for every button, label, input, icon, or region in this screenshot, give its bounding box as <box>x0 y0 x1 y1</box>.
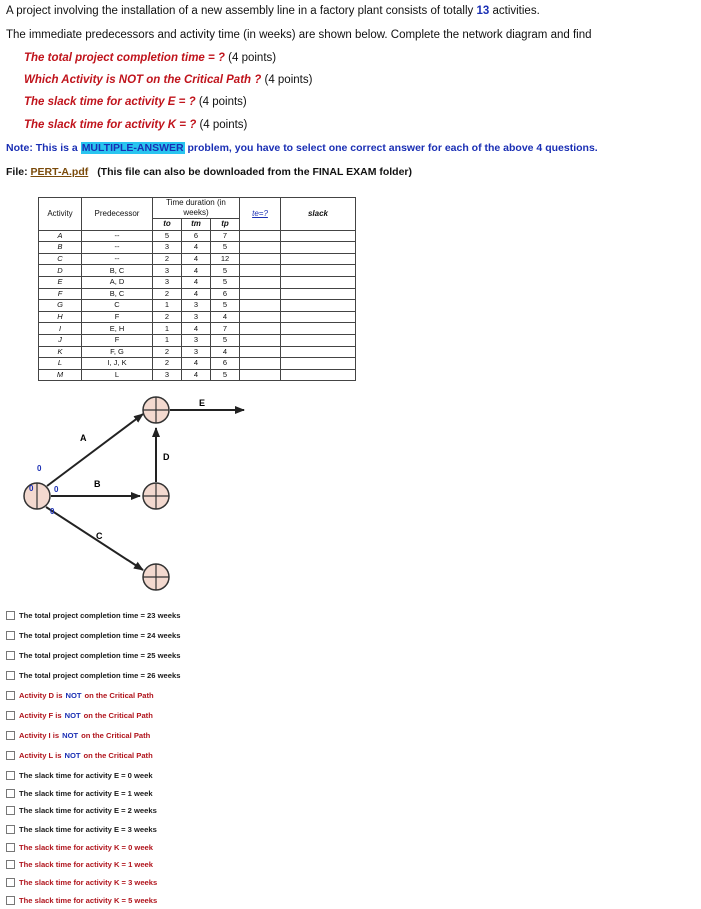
file-desc: (This file can also be downloaded from the FINAL EXAM folder) <box>97 166 413 178</box>
to-cell: 2 <box>153 346 182 358</box>
te-cell[interactable] <box>240 242 281 254</box>
answer-option[interactable] <box>6 843 153 852</box>
tp-cell: 5 <box>211 265 240 277</box>
tp-cell: 6 <box>211 288 240 300</box>
header-te: te=? <box>240 198 281 231</box>
note-line <box>6 142 598 154</box>
answer-option[interactable] <box>6 771 153 780</box>
question-2 <box>24 74 312 86</box>
table-row <box>39 323 356 335</box>
table-row <box>39 369 356 381</box>
intro-text-end: activities. <box>492 5 540 17</box>
to-cell: 1 <box>153 334 182 346</box>
answer-option[interactable] <box>6 751 153 760</box>
tp-cell: 4 <box>211 346 240 358</box>
checkbox[interactable] <box>6 611 15 620</box>
te-cell[interactable] <box>240 276 281 288</box>
table-row <box>39 358 356 370</box>
predecessor-cell: B, C <box>82 288 153 300</box>
tp-cell: 12 <box>211 253 240 265</box>
option-label: The slack time for activity E = 2 weeks <box>19 806 157 815</box>
answer-option[interactable] <box>6 731 150 740</box>
tp-cell: 5 <box>211 242 240 254</box>
to-cell: 2 <box>153 253 182 265</box>
file-line <box>6 166 412 178</box>
to-cell: 3 <box>153 265 182 277</box>
answer-option[interactable] <box>6 651 180 660</box>
header-slack: slack <box>281 198 356 231</box>
header-duration: Time duration (in weeks) <box>153 198 240 219</box>
option-label-pre: Activity F is <box>19 711 62 720</box>
activity-cell: C <box>39 253 82 265</box>
slack-cell[interactable] <box>281 288 356 300</box>
tm-cell: 4 <box>182 323 211 335</box>
file-label: File: <box>6 166 28 178</box>
slack-cell[interactable] <box>281 369 356 381</box>
checkbox[interactable] <box>6 651 15 660</box>
te-cell[interactable] <box>240 334 281 346</box>
slack-cell[interactable] <box>281 311 356 323</box>
start-zero: 0 <box>37 464 42 473</box>
activity-cell: E <box>39 276 82 288</box>
slack-cell[interactable] <box>281 276 356 288</box>
te-cell[interactable] <box>240 323 281 335</box>
tm-cell: 4 <box>182 358 211 370</box>
te-cell[interactable] <box>240 346 281 358</box>
activity-cell: M <box>39 369 82 381</box>
option-label-post: on the Critical Path <box>83 711 153 720</box>
file-link[interactable]: PERT-A.pdf <box>30 166 89 178</box>
checkbox[interactable] <box>6 860 15 869</box>
option-label: The slack time for activity E = 1 week <box>19 789 153 798</box>
intro-text: A project involving the installation of a new assembly line in a factory plant consists of totally <box>6 5 474 17</box>
predecessor-cell: -- <box>82 253 153 265</box>
question-3-points: (4 points) <box>198 96 247 108</box>
option-label-pre: Activity L is <box>19 751 62 760</box>
option-label-pre: Activity I is <box>19 731 60 740</box>
te-cell[interactable] <box>240 311 281 323</box>
activity-cell: B <box>39 242 82 254</box>
te-cell[interactable] <box>240 369 281 381</box>
checkbox[interactable] <box>6 843 15 852</box>
c-zero: 0 <box>50 507 55 516</box>
activity-cell: G <box>39 300 82 312</box>
tp-cell: 7 <box>211 230 240 242</box>
predecessor-cell: E, H <box>82 323 153 335</box>
tm-cell: 6 <box>182 230 211 242</box>
option-label-not: NOT <box>64 751 81 760</box>
te-cell[interactable] <box>240 358 281 370</box>
predecessor-cell: -- <box>82 230 153 242</box>
tm-cell: 3 <box>182 346 211 358</box>
option-label-not: NOT <box>62 731 79 740</box>
checkbox[interactable] <box>6 731 15 740</box>
predecessor-cell: F <box>82 311 153 323</box>
question-4 <box>24 119 247 131</box>
predecessor-cell: A, D <box>82 276 153 288</box>
option-label-not: NOT <box>65 691 82 700</box>
activity-cell: L <box>39 358 82 370</box>
tp-cell: 5 <box>211 369 240 381</box>
option-label: The total project completion time = 26 weeks <box>19 671 181 680</box>
option-label-post: on the Critical Path <box>81 731 151 740</box>
b-zero: 0 <box>54 485 59 494</box>
answer-option[interactable] <box>6 789 153 798</box>
note-highlight: MULTIPLE-ANSWER <box>81 142 184 154</box>
activity-cell: K <box>39 346 82 358</box>
checkbox[interactable] <box>6 751 15 760</box>
label-d: D <box>163 452 170 462</box>
option-label: The slack time for activity E = 0 week <box>19 771 153 780</box>
predecessor-cell: L <box>82 369 153 381</box>
option-label-post: on the Critical Path <box>83 751 153 760</box>
tm-cell: 3 <box>182 311 211 323</box>
to-cell: 2 <box>153 288 182 300</box>
to-cell: 2 <box>153 358 182 370</box>
activity-cell: D <box>39 265 82 277</box>
tp-cell: 4 <box>211 311 240 323</box>
header-tm: tm <box>182 219 211 231</box>
network-diagram <box>0 385 300 595</box>
label-e: E <box>199 398 206 408</box>
slack-cell[interactable] <box>281 265 356 277</box>
predecessor-cell: C <box>82 300 153 312</box>
slack-cell[interactable] <box>281 300 356 312</box>
answer-option[interactable] <box>6 691 154 700</box>
option-label-post: on the Critical Path <box>84 691 154 700</box>
slack-cell[interactable] <box>281 323 356 335</box>
answer-option[interactable] <box>6 806 157 815</box>
header-to: to <box>153 219 182 231</box>
activity-table <box>38 197 356 381</box>
node-middle <box>143 483 169 509</box>
activity-cell: A <box>39 230 82 242</box>
te-cell[interactable] <box>240 253 281 265</box>
tp-cell: 5 <box>211 300 240 312</box>
option-label: The slack time for activity K = 3 weeks <box>19 878 158 887</box>
tm-cell: 4 <box>182 288 211 300</box>
slack-cell[interactable] <box>281 346 356 358</box>
table-row <box>39 265 356 277</box>
intro-line-2: The immediate predecessors and activity time (in weeks) are shown below. Complete the network diagram and find <box>6 29 592 41</box>
to-cell: 2 <box>153 311 182 323</box>
node-zero: 0 <box>29 484 34 493</box>
node-start <box>24 483 50 509</box>
predecessor-cell: F, G <box>82 346 153 358</box>
slack-cell[interactable] <box>281 242 356 254</box>
question-2-points: (4 points) <box>264 74 313 86</box>
tm-cell: 4 <box>182 253 211 265</box>
question-4-points: (4 points) <box>199 119 248 131</box>
predecessor-cell: F <box>82 334 153 346</box>
predecessor-cell: -- <box>82 242 153 254</box>
tp-cell: 5 <box>211 276 240 288</box>
checkbox[interactable] <box>6 789 15 798</box>
table-row <box>39 230 356 242</box>
option-label: The total project completion time = 23 weeks <box>19 611 181 620</box>
te-cell[interactable] <box>240 230 281 242</box>
te-cell[interactable] <box>240 300 281 312</box>
edge-c <box>46 507 143 570</box>
checkbox[interactable] <box>6 671 15 680</box>
note-pre: Note: This is a <box>6 142 78 154</box>
tp-cell: 5 <box>211 334 240 346</box>
table-row <box>39 311 356 323</box>
answer-option[interactable] <box>6 611 180 620</box>
question-3-text: The slack time for activity E = ? <box>24 96 196 108</box>
checkbox[interactable] <box>6 631 15 640</box>
tm-cell: 4 <box>182 276 211 288</box>
header-predecessor: Predecessor <box>82 198 153 231</box>
option-label: The slack time for activity K = 0 week <box>19 843 154 852</box>
table-row <box>39 334 356 346</box>
question-1 <box>24 52 276 64</box>
question-4-text: The slack time for activity K = ? <box>24 119 197 131</box>
answer-option[interactable] <box>6 825 157 834</box>
activity-cell: F <box>39 288 82 300</box>
header-tp: tp <box>211 219 240 231</box>
answer-option[interactable] <box>6 631 180 640</box>
label-c: C <box>96 531 103 541</box>
node-bottom <box>143 564 169 590</box>
checkbox[interactable] <box>6 711 15 720</box>
label-a: A <box>80 433 87 443</box>
question-1-text: The total project completion time = ? <box>24 52 225 64</box>
slack-cell[interactable] <box>281 334 356 346</box>
tm-cell: 3 <box>182 300 211 312</box>
table-row <box>39 346 356 358</box>
predecessor-cell: I, J, K <box>82 358 153 370</box>
te-cell[interactable] <box>240 265 281 277</box>
checkbox[interactable] <box>6 896 15 905</box>
table-row <box>39 253 356 265</box>
activity-cell: I <box>39 323 82 335</box>
checkbox[interactable] <box>6 825 15 834</box>
option-label-pre: Activity D is <box>19 691 63 700</box>
table-row <box>39 300 356 312</box>
question-2-text: Which Activity is NOT on the Critical Path ? <box>24 74 262 86</box>
to-cell: 3 <box>153 242 182 254</box>
slack-cell[interactable] <box>281 230 356 242</box>
intro-line-1 <box>6 5 540 17</box>
tp-cell: 6 <box>211 358 240 370</box>
table-row <box>39 276 356 288</box>
option-label: The total project completion time = 25 weeks <box>19 651 181 660</box>
to-cell: 1 <box>153 323 182 335</box>
checkbox[interactable] <box>6 691 15 700</box>
option-label: The slack time for activity K = 1 week <box>19 860 154 869</box>
tm-cell: 3 <box>182 334 211 346</box>
question-3 <box>24 96 247 108</box>
slack-cell[interactable] <box>281 358 356 370</box>
option-label-not: NOT <box>64 711 81 720</box>
node-top <box>143 397 169 423</box>
activity-cell: J <box>39 334 82 346</box>
checkbox[interactable] <box>6 806 15 815</box>
answer-option[interactable] <box>6 878 157 887</box>
tm-cell: 4 <box>182 265 211 277</box>
tm-cell: 4 <box>182 369 211 381</box>
option-label: The total project completion time = 24 weeks <box>19 631 181 640</box>
to-cell: 3 <box>153 369 182 381</box>
to-cell: 5 <box>153 230 182 242</box>
answer-option[interactable] <box>6 896 157 905</box>
option-label: The slack time for activity K = 5 weeks <box>19 896 158 905</box>
question-1-points: (4 points) <box>228 52 277 64</box>
answer-option[interactable] <box>6 671 180 680</box>
table-row <box>39 288 356 300</box>
activity-count: 13 <box>476 5 490 17</box>
to-cell: 1 <box>153 300 182 312</box>
tm-cell: 4 <box>182 242 211 254</box>
header-activity: Activity <box>39 198 82 231</box>
edge-a <box>47 414 143 486</box>
note-post: problem, you have to select one correct answer for each of the above 4 questions. <box>187 142 598 154</box>
option-label: The slack time for activity E = 3 weeks <box>19 825 157 834</box>
answer-option[interactable] <box>6 860 153 869</box>
checkbox[interactable] <box>6 878 15 887</box>
slack-cell[interactable] <box>281 253 356 265</box>
checkbox[interactable] <box>6 771 15 780</box>
to-cell: 3 <box>153 276 182 288</box>
tp-cell: 7 <box>211 323 240 335</box>
answer-option[interactable] <box>6 711 153 720</box>
predecessor-cell: B, C <box>82 265 153 277</box>
activity-cell: H <box>39 311 82 323</box>
te-cell[interactable] <box>240 288 281 300</box>
table-row <box>39 242 356 254</box>
label-b: B <box>94 479 101 489</box>
